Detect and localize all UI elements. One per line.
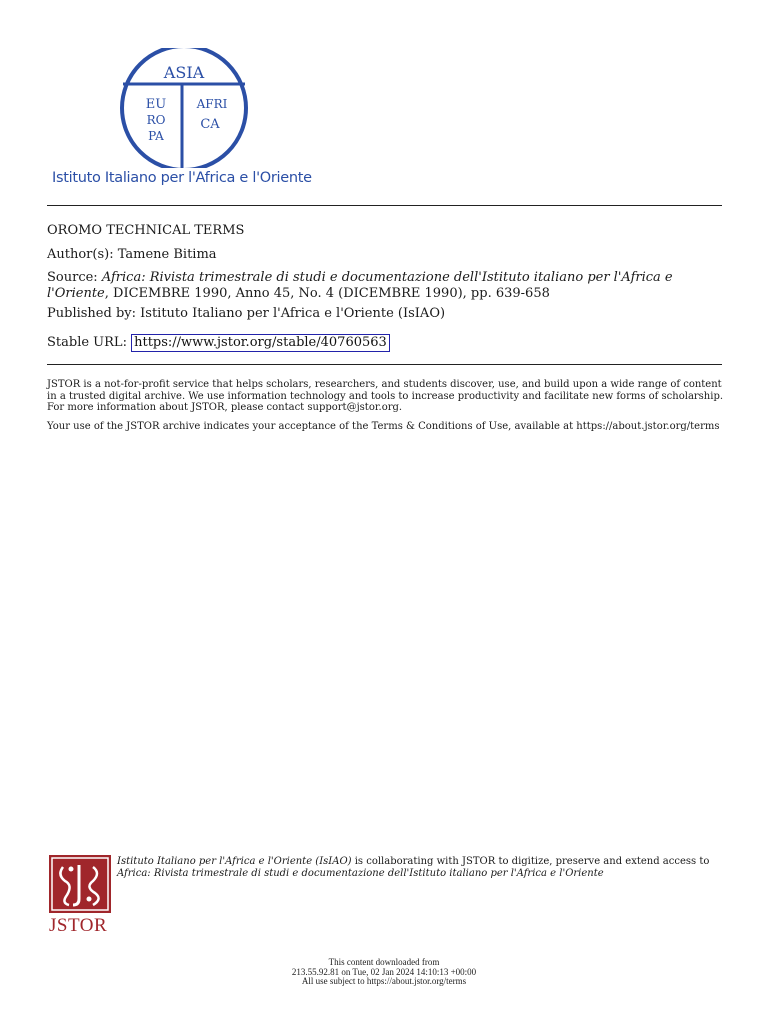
institute-logo: [50, 48, 340, 198]
publisher-value: Istituto Italiano per l'Africa e l'Oriente (IsIAO): [140, 306, 446, 321]
authors-line: [47, 247, 217, 263]
collaboration-notice: [117, 856, 717, 879]
collab-institute: Istituto Italiano per l'Africa e l'Oriente (IsIAO): [117, 856, 352, 867]
asia-europa-africa-seal-icon: [118, 48, 254, 168]
download-notice: [0, 958, 768, 987]
source-details: , DICEMBRE 1990, Anno 45, No. 4 (DICEMBRE 1990), pp. 639-658: [104, 285, 550, 301]
top-divider: [47, 205, 722, 206]
publisher-line: [47, 306, 445, 322]
terms-notice-paragraph: Your use of the JSTOR archive indicates your acceptance of the Terms & Conditions of Use, available at https://about.jstor.org/terms: [47, 421, 720, 432]
bottom-divider: [47, 364, 722, 365]
source-label: Source:: [47, 270, 98, 285]
collab-middle: is collaborating with JSTOR to digitize, preserve and extend access to: [351, 856, 710, 867]
stable-url-line: [47, 334, 390, 352]
institute-name: Istituto Italiano per l'Africa e l'Oriente: [52, 170, 312, 186]
source-journal: Africa: Rivista trimestrale di studi e documentazione dell'Istituto italiano per l'Africa e l'Oriente: [47, 270, 673, 301]
seal-text-ro: RO: [146, 113, 166, 127]
stable-url-link[interactable]: https://www.jstor.org/stable/40760563: [131, 334, 390, 352]
article-title: OROMO TECHNICAL TERMS: [47, 223, 245, 238]
publisher-label: Published by:: [47, 306, 136, 321]
collab-journal: Africa: Rivista trimestrale di studi e documentazione dell'Istituto italiano per l'Africa e l'Oriente: [117, 867, 604, 879]
seal-text-pa: PA: [148, 129, 164, 143]
download-line-1: This content downloaded from: [328, 957, 440, 967]
seal-text-afri: AFRI: [196, 97, 228, 111]
seal-text-eu: EU: [145, 97, 167, 112]
download-line-2: 213.55.92.81 on Tue, 02 Jan 2024 14:10:13 +00:00: [291, 966, 477, 977]
seal-text-ca: CA: [200, 117, 220, 132]
authors-label: Author(s):: [47, 247, 114, 262]
seal-text-asia: ASIA: [163, 63, 205, 82]
authors-value: Tamene Bitima: [117, 247, 217, 262]
jstor-notice-paragraph: JSTOR is a not-for-profit service that helps scholars, researchers, and students discover, use, and build upon a wide range of content in a trusted digital archive. We use information technology and tools to increase productivity and facilitate new forms of scholarship. For more information about JSTOR, please contact support@jstor.org.: [47, 379, 724, 413]
source-line: [47, 270, 727, 301]
jstor-logo: [49, 855, 117, 937]
jstor-wordmark: JSTOR: [49, 915, 108, 936]
stable-url-label: Stable URL:: [47, 335, 127, 350]
download-line-3: All use subject to https://about.jstor.org/terms: [301, 976, 467, 986]
jstor-mark-icon: [49, 855, 111, 913]
